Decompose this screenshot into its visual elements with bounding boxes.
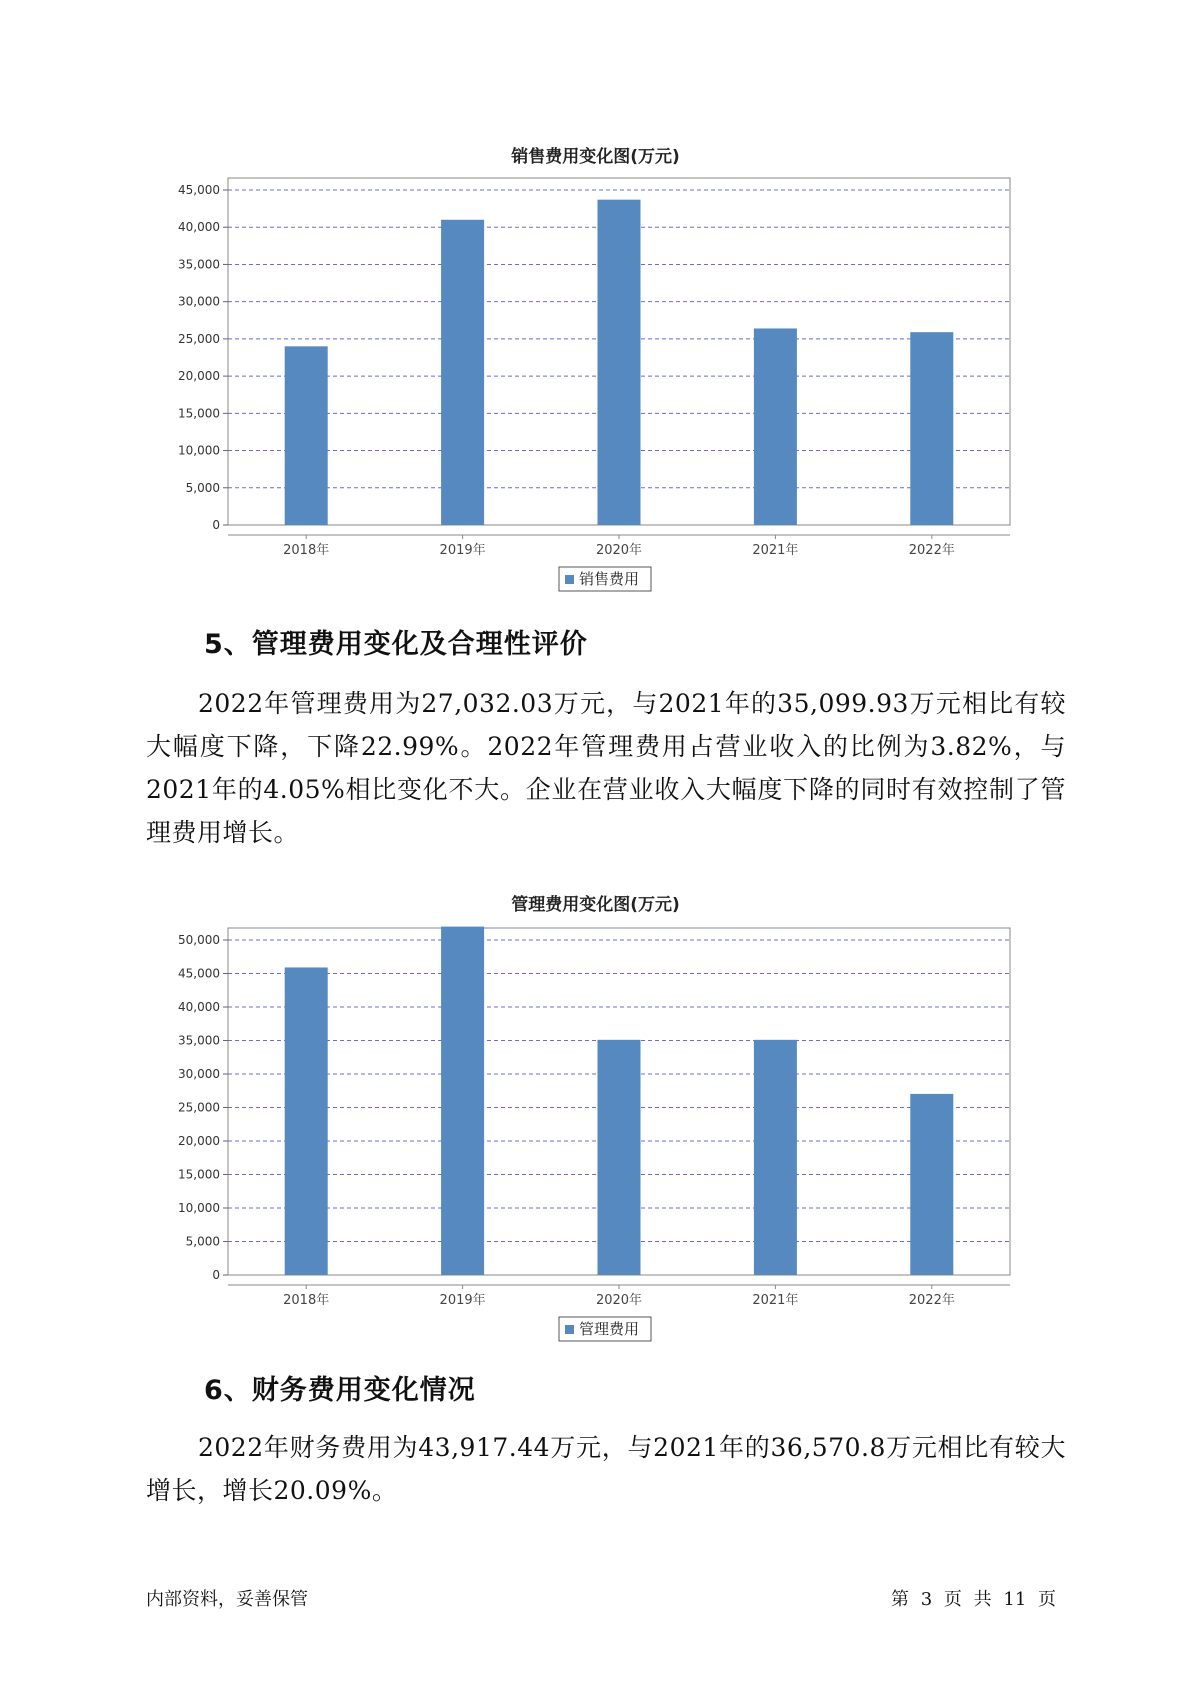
sales-expense-bar-chart: [0, 160, 1191, 590]
y-tick-label: 40,000: [178, 1000, 220, 1014]
bar-1: [285, 967, 328, 1275]
x-tick-label: 2020年: [595, 543, 643, 558]
x-tick-label: 2020年: [595, 1293, 643, 1308]
section-6-heading: 6、财务费用变化情况: [204, 1375, 476, 1406]
x-tick-label: 2018年: [283, 1293, 330, 1308]
admin-expense-bar-chart: [0, 910, 1191, 1340]
legend: [559, 567, 651, 591]
x-tick-label: 2018年: [283, 543, 330, 558]
y-tick-label: 40,000: [178, 220, 220, 235]
y-tick-label: 20,000: [178, 369, 220, 384]
x-tick-label: 2022年: [908, 543, 955, 558]
y-tick-label: 5,000: [185, 1234, 220, 1249]
bar-2: [441, 220, 484, 525]
x-tick-label: 2021年: [752, 543, 799, 558]
y-tick-label: 0: [212, 518, 220, 532]
section-5-paragraph: 2022年管理费用为27,032.03万元，与2021年的35,099.93万元相比有较大幅度下降，下降22.99%。2022年管理费用占营业收入的比例为3.82%，与2021年的4.05%相比变化不大。企业在营业收入大幅度下降的同时有效控制了管理费用增长。: [146, 689, 1066, 847]
chart-title-sales-expense: 销售费用变化图(万元): [511, 147, 680, 167]
footer-page-number: 第 3 页 共 11 页: [891, 1589, 1056, 1610]
legend-label: 管理费用: [579, 1320, 640, 1338]
y-tick-label: 45,000: [178, 966, 220, 981]
bar-3: [598, 1040, 641, 1275]
y-tick-label: 15,000: [178, 406, 220, 421]
x-tick-label: 2022年: [908, 1293, 955, 1308]
bar-2: [441, 927, 484, 1275]
y-tick-label: 45,000: [178, 183, 220, 197]
y-tick-label: 0: [212, 1268, 220, 1282]
chart-title-admin-expense: 管理费用变化图(万元): [511, 895, 680, 915]
legend-swatch: [565, 1325, 574, 1334]
y-tick-label: 25,000: [178, 1100, 220, 1115]
y-tick-label: 10,000: [178, 443, 220, 458]
legend-swatch: [565, 575, 574, 584]
x-tick-label: 2021年: [752, 1293, 799, 1308]
y-tick-label: 30,000: [178, 294, 220, 309]
y-tick-label: 35,000: [178, 1033, 220, 1048]
y-tick-label: 20,000: [178, 1134, 220, 1148]
bar-5: [910, 1094, 953, 1275]
y-tick-label: 5,000: [185, 480, 220, 495]
section-5-heading: 5、管理费用变化及合理性评价: [204, 629, 588, 660]
bar-4: [754, 328, 797, 525]
bar-5: [910, 332, 953, 525]
x-tick-label: 2019年: [439, 543, 486, 558]
section-6-paragraph: 2022年财务费用为43,917.44万元，与2021年的36,570.8万元相比有较大增长，增长20.09%。: [146, 1433, 1066, 1505]
y-tick-label: 15,000: [178, 1167, 220, 1182]
y-tick-label: 30,000: [178, 1067, 220, 1081]
footer-confidential-note: 内部资料，妥善保管: [146, 1589, 308, 1610]
bar-1: [285, 346, 328, 525]
y-tick-label: 35,000: [178, 257, 220, 272]
y-tick-label: 50,000: [178, 933, 220, 947]
bar-4: [754, 1040, 797, 1275]
y-tick-label: 25,000: [178, 331, 220, 346]
x-tick-label: 2019年: [439, 1293, 486, 1308]
legend-label: 销售费用: [579, 570, 640, 588]
legend: [559, 1317, 651, 1341]
y-tick-label: 10,000: [178, 1201, 220, 1215]
bar-3: [598, 200, 641, 525]
